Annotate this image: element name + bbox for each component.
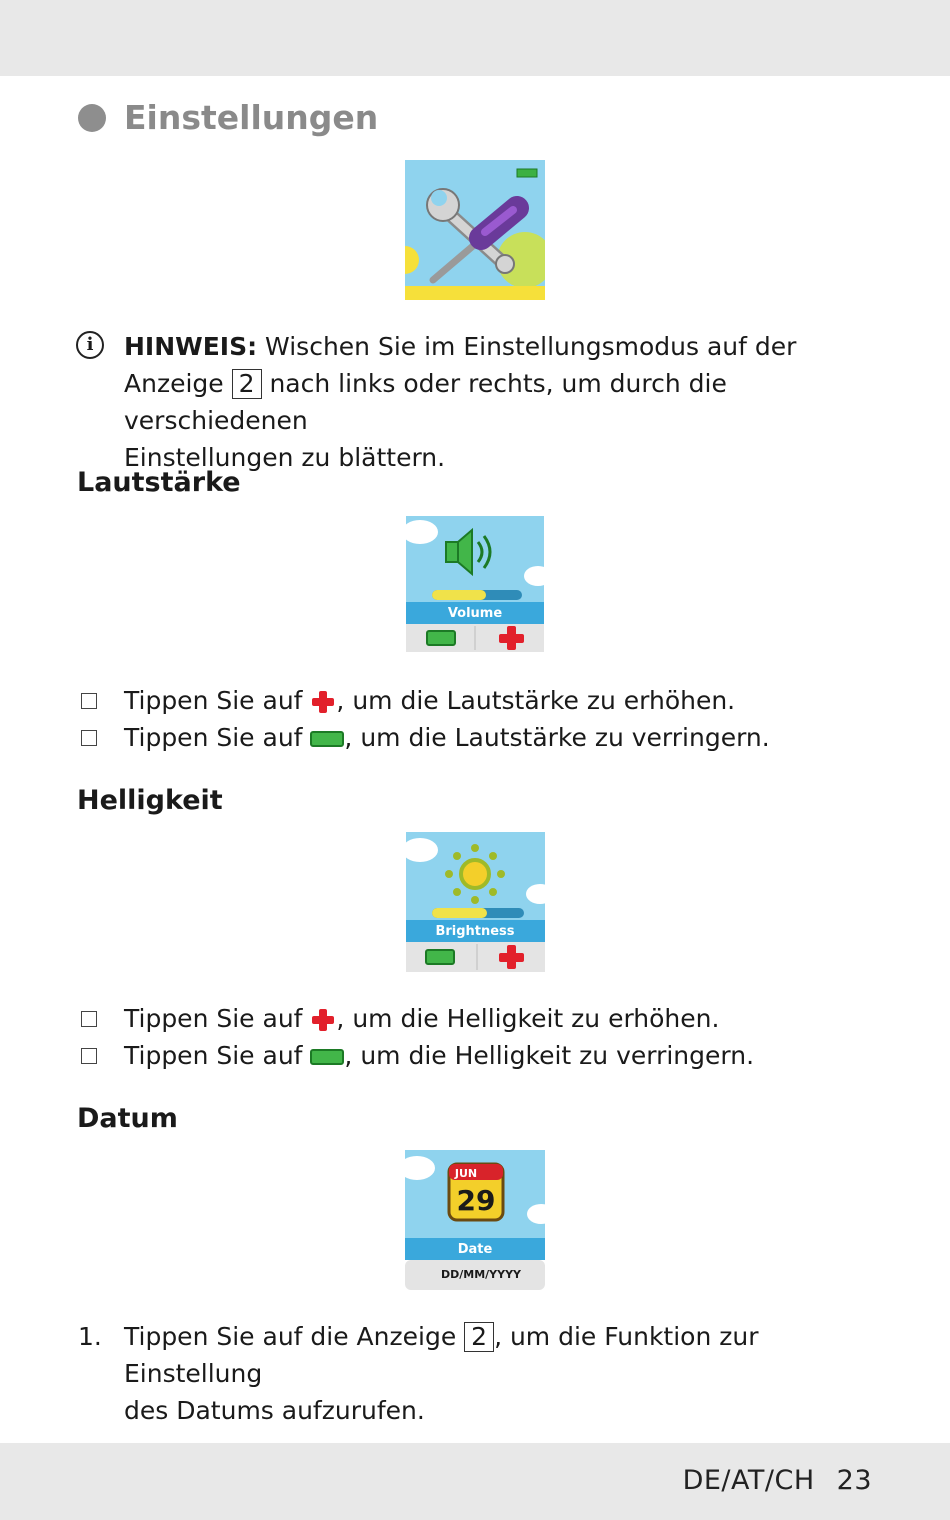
brightness-heading: Helligkeit [77,785,223,816]
bullet-checkbox [81,693,97,709]
date-step-paragraph [124,1318,884,1429]
date-screen-label: Date [457,1242,493,1257]
brightness-bullet-increase [124,1000,719,1037]
minus-icon [310,1049,344,1065]
brightness-bullet-decrease [124,1037,754,1074]
note-text-a: Wischen Sie im Einstellungsmodus auf der [257,332,797,361]
brightness-screen-image [406,832,545,972]
step-text-b: , um die Funktion zur Einstellung [124,1322,759,1388]
minus-icon [310,731,344,747]
plus-icon [310,689,336,715]
step-text-c: des Datums aufzurufen. [124,1396,425,1425]
volume-bullet-increase [124,682,735,719]
display-ref-box: 2 [464,1322,494,1352]
note-paragraph [124,328,884,476]
bullet-checkbox [81,1048,97,1064]
date-format-label: DD/MM/YYYY [440,1268,522,1281]
info-icon: i [76,331,104,359]
brightness-minus-button[interactable] [426,950,454,964]
volume-screen-image [406,516,544,652]
note-text-d: Einstellungen zu blättern. [124,443,446,472]
date-heading: Datum [77,1103,178,1134]
volume-bullet-decrease [124,719,770,756]
volume-level-fill [432,590,486,600]
bullet-text: , um die Lautstärke zu verringern. [344,723,770,752]
title-bullet [78,104,106,132]
page-top-band [0,0,950,76]
calendar-month: JUN [454,1167,478,1180]
bullet-text: , um die Lautstärke zu erhöhen. [336,686,736,715]
brightness-screen-label: Brightness [435,924,515,939]
brightness-level-fill [432,908,487,918]
note-label: HINWEIS: [124,332,258,361]
calendar-icon [449,1164,503,1220]
bullet-text: Tippen Sie auf [124,1041,311,1070]
bullet-text: , um die Helligkeit zu erhöhen. [336,1004,720,1033]
note-text-c: nach links oder rechts, um durch die verschiedenen [124,369,727,435]
volume-heading: Lautstärke [77,467,241,498]
plus-icon [310,1007,336,1033]
volume-screen-label: Volume [447,606,503,621]
settings-screen-image [405,160,545,300]
volume-minus-button[interactable] [427,631,455,645]
page-number: 23 [836,1465,872,1496]
calendar-day: 29 [456,1184,496,1217]
step-text-a: Tippen Sie auf die Anzeige [124,1322,457,1351]
note-text-b: Anzeige [124,369,224,398]
date-screen-image [405,1150,545,1290]
step-number: 1. [78,1322,102,1351]
display-ref-box: 2 [232,369,262,399]
page-footer [683,1465,872,1496]
bullet-text: Tippen Sie auf [124,686,311,715]
bullet-text: , um die Helligkeit zu verringern. [344,1041,755,1070]
page-title: Einstellungen [124,98,379,137]
bullet-text: Tippen Sie auf [124,723,311,752]
footer-region: DE/AT/CH [682,1465,815,1496]
bullet-checkbox [81,1011,97,1027]
bullet-text: Tippen Sie auf [124,1004,311,1033]
bullet-checkbox [81,730,97,746]
